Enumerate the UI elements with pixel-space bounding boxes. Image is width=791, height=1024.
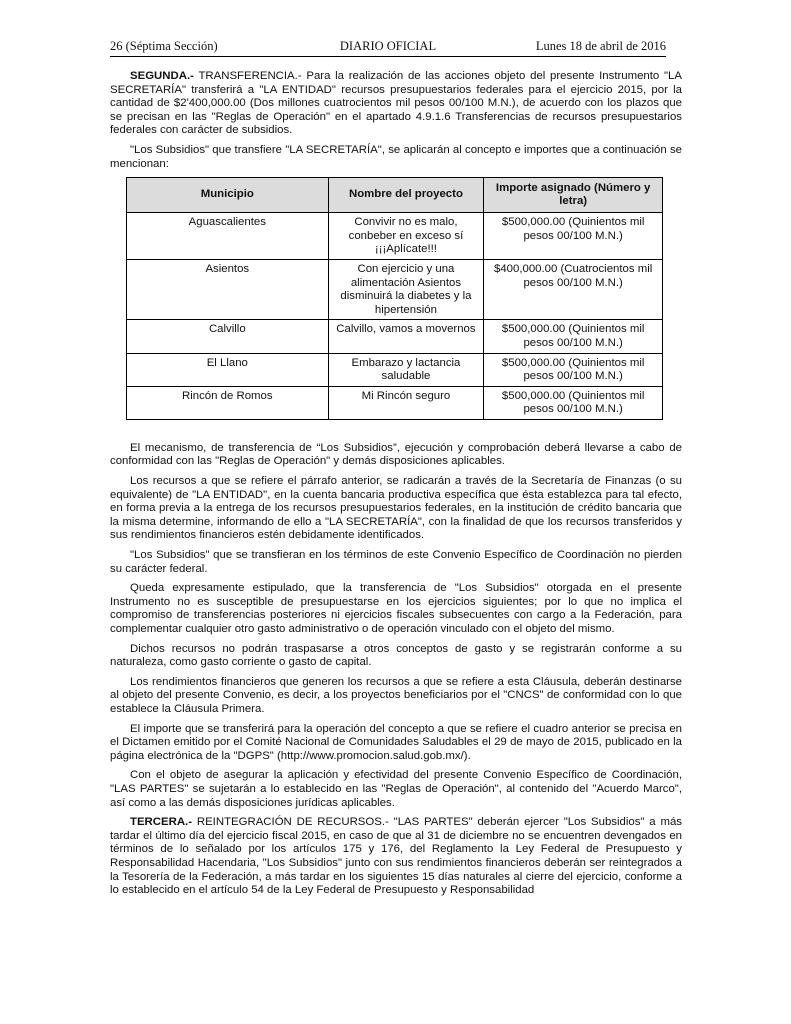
cell-proyecto: Convivir no es malo, conbeber en exceso sí ¡¡¡Aplícate!!!	[328, 213, 484, 260]
publication-title: DIARIO OFICIAL	[339, 39, 437, 53]
page-header	[110, 38, 666, 57]
paragraph-aplicacion: Con el objeto de asegurar la aplicación y efectividad del presente Convenio Específico de Coordinación, "LAS PARTES" se sujetarán a lo establecido en las "Reglas de Operación", al contenido del "Acuerdo Marco", así como a las demás disposiciones jurídicas aplicables.	[110, 769, 682, 809]
paragraph-traspaso: Dichos recursos no podrán traspasarse a otros conceptos de gasto y se registrarán conforme a su naturaleza, como gasto corriente o gasto de capital.	[110, 642, 682, 669]
header-municipio: Municipio	[127, 178, 329, 213]
cell-proyecto: Embarazo y lactancia saludable	[328, 353, 484, 386]
cell-importe: $500,000.00 (Quinientos mil pesos 00/100 M.N.)	[484, 353, 663, 386]
clause-tercera	[110, 816, 682, 898]
table-row	[127, 213, 663, 260]
clause-segunda	[110, 70, 682, 138]
clause-heading: TERCERA.-	[130, 816, 193, 829]
table-row	[127, 353, 663, 386]
clause-text: TRANSFERENCIA.- Para la realización de las acciones objeto del presente Instrumento "LA SECRETARÍA" transferirá a "LA ENTIDAD" recursos presupuestarios federales para el ejercicio 2015, por la cantidad de $2'400,000.00 (Dos millones cuatrocientos mil pesos 00/100 M.N.), de acuerdo con los plazos que se precisan en las "Reglas de Operación" en el apartado 4.9.1.6 Transferencias de recursos presupuestarios federales con carácter de subsidios.	[110, 70, 682, 137]
paragraph-mecanismo: El mecanismo, de transferencia de “Los Subsidios”, ejecución y comprobación deberá llevarse a cabo de conformidad con las "Reglas de Operación" y demás disposiciones aplicables.	[110, 441, 682, 468]
publication-date: Lunes 18 de abril de 2016	[535, 39, 666, 53]
table-row	[127, 320, 663, 353]
cell-municipio: El Llano	[127, 353, 329, 386]
paragraph-radicacion: Los recursos a que se refiere el párrafo anterior, se radicarán a través de la Secretaría de Finanzas (o su equivalente) de "LA ENTIDAD", en la cuenta bancaria productiva específica que ésta establezca para tal efecto, en forma previa a la entrega de los recursos presupuestarios federales, en la institución de crédito bancaria que la misma determine, informando de ello a "LA SECRETARÍA", con la finalidad de que los recursos transferidos y sus rendimientos financieros estén debidamente identificados.	[110, 475, 682, 542]
paragraph-estipulacion: Queda expresamente estipulado, que la transferencia de "Los Subsidios" otorgada en el presente Instrumento no es susceptible de presupuestarse en los ejercicios siguientes; por lo que no implica el compromiso de transferencias posteriores ni ejercicios fiscales subsecuentes con cargo a la Federación, para complementar cualquier otro gasto administrativo o de operación vinculado con el objeto del mismo.	[110, 582, 682, 635]
paragraph-rendimientos: Los rendimientos financieros que generen los recursos a que se refiere a esta Cláusula, deberán destinarse al objeto del presente Convenio, es decir, a los proyectos beneficiarios por el "CNCS" de conformidad con lo que establece la Cláusula Primera.	[110, 675, 682, 715]
cell-importe: $500,000.00 (Quinientos mil pesos 00/100 M.N.)	[484, 386, 663, 419]
page-section-label: 26 (Séptima Sección)	[110, 39, 218, 53]
cell-municipio: Calvillo	[127, 320, 329, 353]
clause-heading: SEGUNDA.-	[130, 70, 194, 82]
table-header-row	[127, 178, 663, 213]
clause-text: REINTEGRACIÓN DE RECURSOS.- "LAS PARTES" deberán ejercer "Los Subsidios" a más tardar el último día del ejercicio fiscal 2015, en caso de que al 31 de diciembre no se encuentren devengados en términos de lo señalado por los artículos 175 y 176, del Reglamento la Ley Federal de Presupuesto y Responsabilidad Hacendaria, "Los Subsidios" junto con sus rendimientos financieros deberán ser reintegrados a la Tesorería de la Federación, a más tardar en los siguientes 15 días naturales al cierre del ejercicio, conforme a lo establecido en el artículo 54 de la Ley Federal de Presupuesto y Responsabilidad	[110, 816, 682, 897]
table-row	[127, 259, 663, 319]
cell-proyecto: Mi Rincón seguro	[328, 386, 484, 419]
cell-municipio: Rincón de Romos	[127, 386, 329, 419]
header-proyecto: Nombre del proyecto	[328, 178, 484, 213]
cell-importe: $400,000.00 (Cuatrocientos mil pesos 00/100 M.N.)	[484, 259, 663, 319]
cell-importe: $500,000.00 (Quinientos mil pesos 00/100 M.N.)	[484, 320, 663, 353]
cell-municipio: Aguascalientes	[127, 213, 329, 260]
cell-proyecto: Con ejercicio y una alimentación Asientos disminuirá la diabetes y la hipertensión	[328, 259, 484, 319]
document-body	[110, 70, 682, 904]
cell-municipio: Asientos	[127, 259, 329, 319]
subsidies-table	[126, 177, 663, 420]
paragraph-importe-dictamen: El importe que se transferirá para la operación del concepto a que se refiere el cuadro anterior se precisa en el Dictamen emitido por el Comité Nacional de Comunidades Saludables el 29 de mayo de 2015, publicado en la página electrónica de la "DGPS" (http://www.promocion.salud.gob.mx/).	[110, 722, 682, 762]
cell-proyecto: Calvillo, vamos a movernos	[328, 320, 484, 353]
table-intro: "Los Subsidios" que transfiere "LA SECRETARÍA", se aplicarán al concepto e importes que a continuación se mencionan:	[110, 143, 682, 170]
paragraph-caracter-federal: "Los Subsidios" que se transfieran en los términos de este Convenio Específico de Coordinación no pierden su carácter federal.	[110, 549, 682, 575]
table-row	[127, 386, 663, 419]
header-importe: Importe asignado (Número y letra)	[484, 178, 663, 213]
cell-importe: $500,000.00 (Quinientos mil pesos 00/100 M.N.)	[484, 213, 663, 260]
